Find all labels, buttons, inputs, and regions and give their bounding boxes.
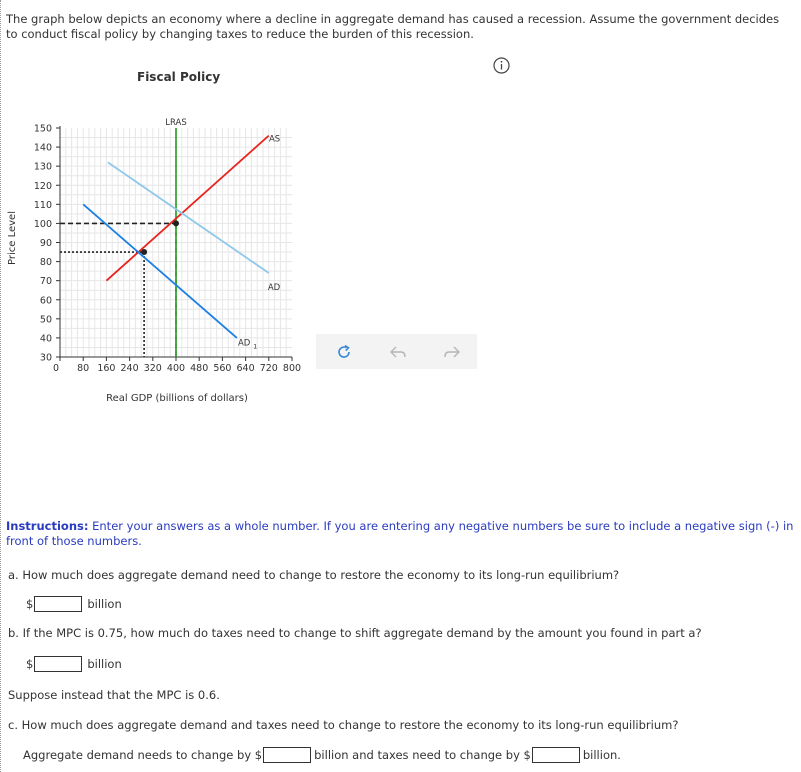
ad1-subscript: 1 — [253, 342, 258, 351]
y-tick-label: 140 — [33, 142, 52, 154]
x-tick-label: 800 — [282, 363, 302, 374]
y-tick-label: 60 — [39, 295, 52, 307]
x-axis-label: Real GDP (billions of dollars) — [106, 393, 248, 404]
redo-icon[interactable] — [442, 342, 462, 362]
ad-label: AD — [267, 283, 281, 294]
x-tick-label: 560 — [213, 363, 232, 374]
reset-icon[interactable] — [334, 342, 354, 362]
x-tick-label: 640 — [236, 363, 255, 374]
currency-symbol: $ — [26, 597, 34, 611]
y-tick-label: 50 — [39, 314, 52, 326]
equilibrium-point[interactable] — [173, 220, 179, 226]
graph-title: Fiscal Policy — [137, 70, 221, 84]
question-b: b. If the MPC is 0.75, how much do taxes need to change to shift aggregate demand by the amount you found in part a? — [8, 626, 702, 640]
unit-label-end: billion. — [582, 748, 621, 762]
y-tick-label: 80 — [39, 257, 52, 269]
question-a: a. How much does aggregate demand need to change to restore the economy to its long-run equilibrium? — [8, 568, 620, 582]
answer-b-row — [26, 656, 122, 672]
question-c: c. How much does aggregate demand and taxes need to change to restore the economy to its long-run equilibrium? — [8, 718, 679, 732]
undo-icon[interactable] — [388, 342, 408, 362]
ad-change-label: Aggregate demand needs to change by $ — [23, 748, 263, 762]
lras-label: LRAS — [165, 118, 187, 129]
chart-ticks — [34, 124, 301, 375]
question-intro: The graph below depicts an economy where a decline in aggregate demand has caused a recession. Assume the government decides to conduct fiscal policy by changing taxes to reduce the burden of this recession. — [6, 12, 780, 41]
x-tick-label: 0 — [52, 363, 60, 374]
graph-toolbar — [316, 334, 477, 369]
currency-symbol: $ — [26, 657, 34, 671]
y-tick-label: 150 — [33, 123, 52, 135]
fiscal-policy-chart[interactable] — [0, 110, 320, 410]
y-tick-label: 130 — [33, 161, 52, 173]
as-label: AS — [268, 134, 281, 145]
x-tick-label: 240 — [120, 363, 139, 374]
y-tick-label: 40 — [39, 333, 52, 345]
y-tick-label: 110 — [33, 199, 52, 211]
y-tick-label: 70 — [39, 276, 52, 288]
instructions — [6, 519, 796, 549]
instructions-label: Instructions: — [6, 519, 89, 533]
instructions-text: Enter your answers as a whole number. If you are entering any negative numbers be sure to include a negative sign (-) in front of those numbers. — [6, 519, 794, 548]
answer-c-ad-input[interactable] — [263, 747, 311, 763]
answer-b-input[interactable] — [34, 656, 82, 672]
answer-c-row — [23, 747, 621, 763]
mpc-statement: Suppose instead that the MPC is 0.6. — [8, 688, 220, 702]
answer-c-tax-input[interactable] — [532, 747, 580, 763]
x-tick-label: 400 — [166, 363, 186, 374]
ad1-label: AD — [237, 338, 251, 349]
y-tick-label: 30 — [39, 352, 52, 364]
y-tick-label: 90 — [39, 238, 52, 249]
x-tick-label: 320 — [143, 363, 162, 374]
x-tick-label: 720 — [259, 363, 278, 374]
answer-a-row — [26, 596, 122, 612]
y-axis-label: Price Level — [7, 211, 18, 265]
unit-label: billion — [87, 657, 122, 671]
info-icon[interactable] — [493, 57, 510, 74]
y-tick-label: 100 — [33, 218, 52, 230]
x-tick-label: 160 — [97, 363, 116, 374]
equilibrium-point[interactable] — [141, 249, 147, 255]
curve-ad[interactable] — [108, 162, 269, 273]
unit-label: billion — [87, 597, 122, 611]
x-tick-label: 80 — [77, 363, 90, 374]
tax-change-label: billion and taxes need to change by $ — [314, 748, 531, 762]
answer-a-input[interactable] — [34, 596, 82, 612]
y-tick-label: 120 — [33, 180, 52, 192]
x-tick-label: 480 — [190, 363, 209, 374]
